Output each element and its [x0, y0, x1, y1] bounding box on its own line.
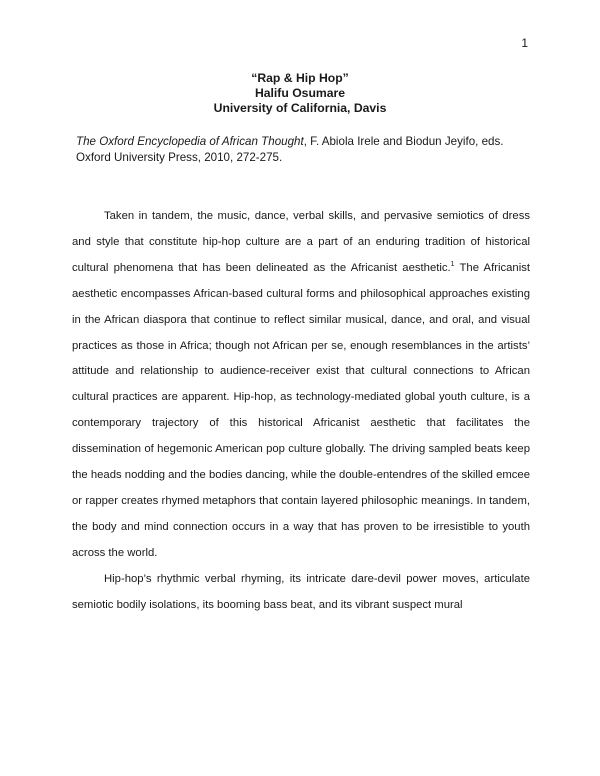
paragraph-text: Hip-hop’s rhythmic verbal rhyming, its intricate dare-devil power moves, articulate semiotic bodily isolations, its booming bass beat, and its vibrant suspect mural — [72, 572, 530, 611]
body-text — [72, 204, 530, 619]
author-name: Halifu Osumare — [254, 86, 346, 100]
paragraph-text: The Africanist aesthetic encompasses African-based cultural forms and philosophical approaches existing in the African diaspora that continue to reflect similar musical, dance, and oral, and visual practices as those in Africa; though not African per se, enough resemblances in the artists’ attitude and relationship to audience-receiver exist that cultural connections to African cultural practices are apparent. Hip-hop, as technology-mediated global youth culture, is a contemporary trajectory of this historical Africanist aesthetic that facilitates the dissemination of hegemonic American pop culture globally. The driving sampled beats keep the heads nodding and the bodies dancing, while the double-entendres of the skilled emcee or rapper creates rhymed metaphors that contain layered philosophic meanings. In tandem, the body and mind connection occurs in a way that has proven to be irresistible to youth across the world. — [72, 261, 530, 559]
citation-source-title: The Oxford Encyclopedia of African Thought — [76, 135, 304, 148]
paragraph — [72, 567, 530, 619]
article-title: “Rap & Hip Hop” — [251, 71, 349, 85]
author-affiliation: University of California, Davis — [213, 101, 387, 115]
page-number: 1 — [521, 36, 528, 50]
footnote-marker[interactable]: 1 — [450, 261, 455, 269]
paragraph — [72, 204, 530, 567]
paragraph-text: Taken in tandem, the music, dance, verbal skills, and pervasive semiotics of dress and style that constitute hip-hop culture are a part of an enduring tradition of historical cultural phenomena that has been delineated as the Africanist aesthetic. — [72, 210, 530, 274]
title-block — [0, 71, 600, 116]
citation-details: , F. Abiola Irele and Biodun Jeyifo, eds. Oxford University Press, 2010, 272-275. — [76, 135, 504, 164]
citation — [76, 134, 531, 166]
